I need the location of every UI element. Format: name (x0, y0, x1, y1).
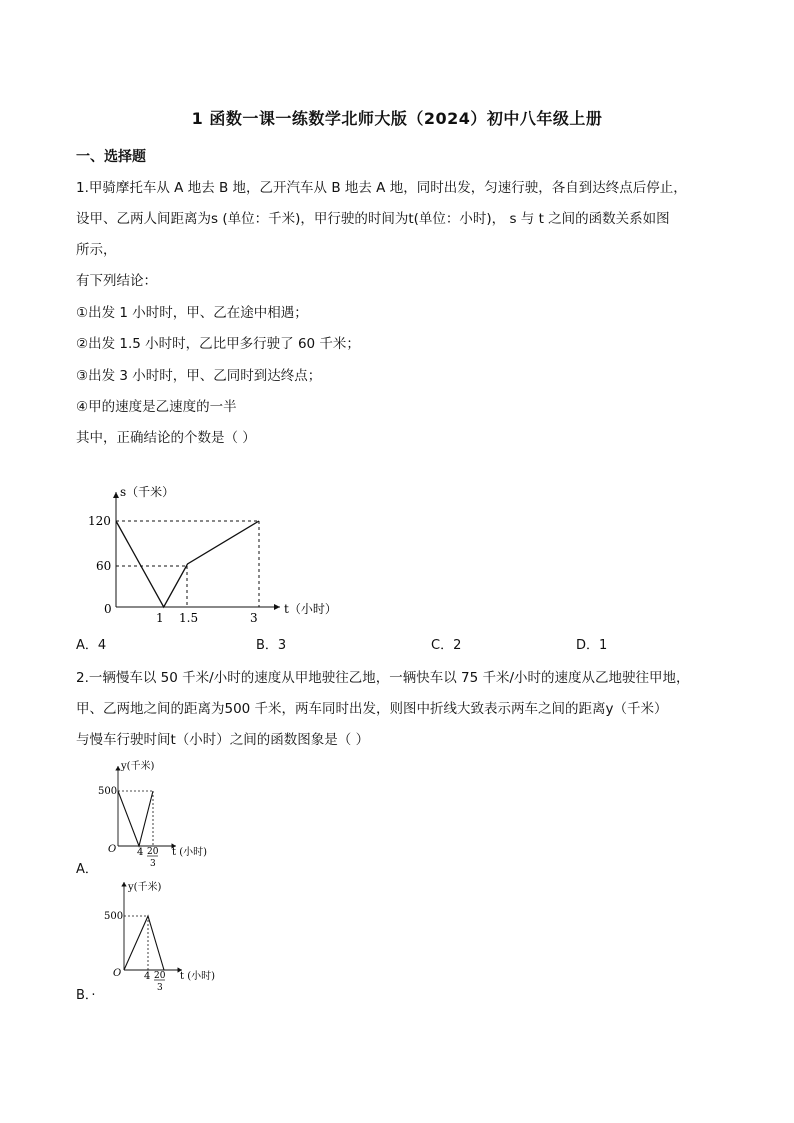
q2a-y-tick-500: 500 (98, 786, 118, 797)
q2b-y-axis-label: y(千米) (128, 882, 162, 893)
q1-line: 所示， (76, 242, 117, 258)
q2a-x-tick-frac-num: 20 (147, 847, 159, 857)
q1-x-tick-3: 3 (250, 611, 258, 625)
q1-distance-line (116, 521, 259, 607)
q1-x-axis-label: t（小时） (284, 602, 337, 616)
q2b-x-axis-label: t (小时) (180, 971, 215, 982)
q1-y-tick-120: 120 (88, 514, 111, 528)
q1-line: 设甲、乙两人间距离为s (单位：千米)，甲行驶的时间为t(单位：小时)， s 与 t 之间的函数关系如图 (76, 211, 670, 227)
q1-option-b[interactable]: B．3 (256, 638, 287, 653)
q2-option-b-label[interactable]: B．· (76, 988, 96, 1003)
q2-option-a-label[interactable]: A． (76, 862, 98, 877)
q2-line: 2.一辆慢车以 50 千米/小时的速度从甲地驶往乙地，一辆快车以 75 千米/小时的速度从乙地驶往甲地， (76, 670, 690, 686)
q1-x-tick-1.5: 1.5 (179, 611, 199, 625)
q1-option-c[interactable]: C．2 (431, 638, 462, 653)
q1-y-axis-label: s（千米） (120, 485, 175, 499)
q1-conclusion-4: ④甲的速度是乙速度的一半 (76, 399, 237, 415)
q1-x-tick-1: 1 (156, 611, 164, 625)
q2-graph-b[interactable] (96, 876, 226, 991)
q1-conclusion-2: ②出发 1.5 小时时，乙比甲多行驶了 60 千米； (76, 336, 360, 352)
q2a-distance-line (118, 791, 153, 846)
q2b-origin-label: O (113, 968, 122, 979)
q1-line: 有下列结论： (76, 273, 157, 289)
q2-line: 甲、乙两地之间的距离为500 千米，两车同时出发，则图中折线大致表示两车之间的距离y（千米） (76, 701, 668, 717)
q1-option-a[interactable]: A．4 (76, 638, 107, 653)
q1-question: 其中，正确结论的个数是（ ） (76, 430, 256, 446)
q2b-x-tick-frac-num: 20 (154, 971, 166, 981)
q1-y-tick-60: 60 (96, 559, 112, 573)
q2a-x-tick-4: 4 (137, 847, 144, 858)
q2b-y-tick-500: 500 (104, 911, 124, 922)
q2b-distance-line (124, 916, 164, 970)
page-title: 1 函数一课一练数学北师大版（2024）初中八年级上册 (191, 109, 603, 128)
q1-origin-label: 0 (104, 602, 112, 616)
q1-conclusion-1: ①出发 1 小时时，甲、乙在途中相遇； (76, 305, 308, 321)
q2a-x-tick-frac-den: 3 (150, 859, 156, 869)
q2a-x-axis-label: t (小时) (172, 847, 207, 858)
q2-line: 与慢车行驶时间t（小时）之间的函数图象是（ ） (76, 732, 370, 748)
q2a-y-axis-label: y(千米) (121, 761, 155, 772)
q2a-origin-label: O (108, 844, 117, 855)
q1-option-d[interactable]: D．1 (576, 638, 608, 653)
q1-graph (80, 482, 350, 630)
q2b-x-tick-4: 4 (144, 971, 151, 982)
q1-line: 1.甲骑摩托车从 A 地去 B 地，乙开汽车从 B 地去 A 地，同时出发，匀速行驶，各自到达终点后停止， (76, 180, 687, 196)
q1-conclusion-3: ③出发 3 小时时，甲、乙同时到达终点； (76, 368, 322, 384)
q2-graph-a[interactable] (96, 760, 226, 870)
section-heading: 一、选择题 (76, 149, 146, 165)
q2b-x-tick-frac-den: 3 (157, 983, 163, 991)
